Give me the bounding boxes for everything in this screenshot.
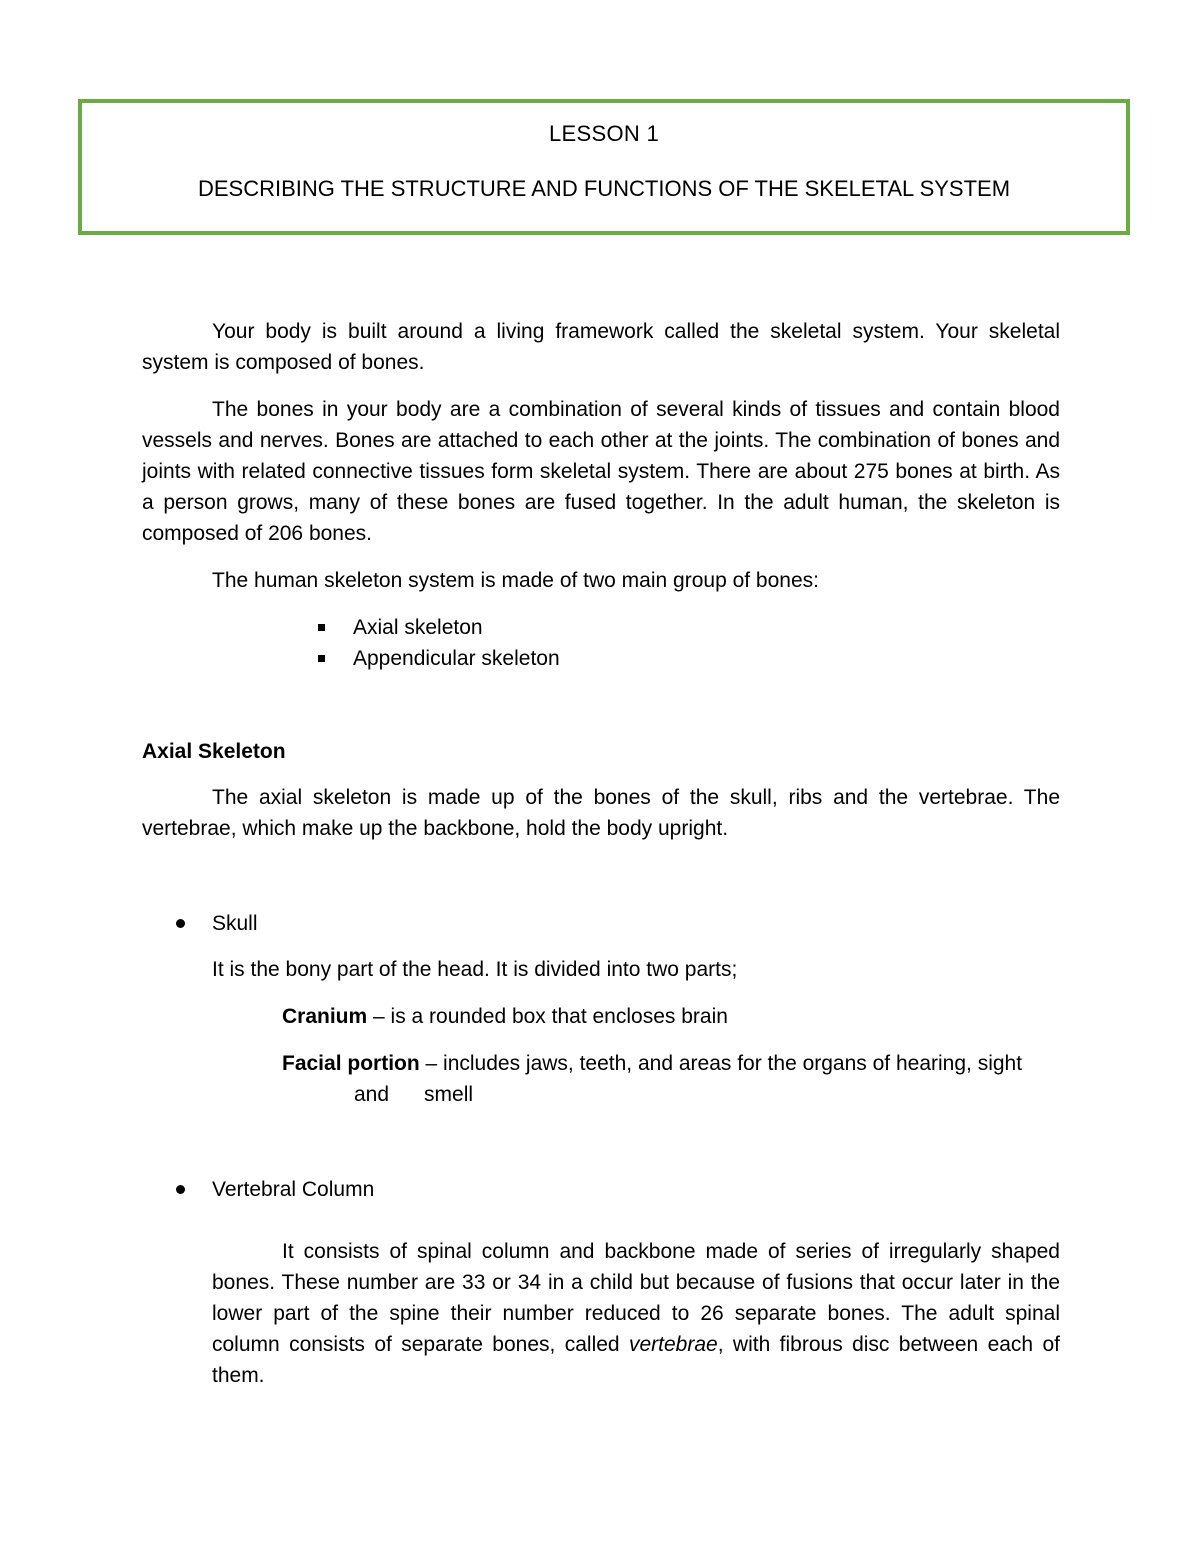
axial-paragraph: The axial skeleton is made up of the bones of the skull, ribs and the vertebrae. The vertebrae, which make up the backbone, hold the body upright. [142,786,1060,840]
vertebral-paragraph [212,1236,1060,1391]
facial-portion-continuation: and smell [354,1083,474,1106]
intro-paragraph-1: Your body is built around a living framework called the skeletal system. Your skeletal system is composed of bones. [142,320,1060,374]
vertebral-column-label: Vertebral Column [212,1178,375,1201]
square-bullet-icon [318,655,325,662]
intro-paragraph-2: The bones in your body are a combination of several kinds of tissues and contain blood vessels and nerves. Bones are attached to each other at the joints. The combination of bones and joints with related connective tissues form skeletal system. There are about 275 bones at birth. As a person grows, many of these bones are fused together. In the adult human, the skeleton is composed of 206 bones. [142,398,1060,545]
skull-description: It is the bony part of the head. It is divided into two parts; [212,958,738,981]
cranium-definition [282,1001,1060,1032]
facial-portion-term: Facial portion [282,1052,420,1075]
vertebral-text-before: It consists of spinal column and backbone made of series of irregularly shaped bones. These number are 33 or 34 in a child but because of fusions that occur later in the lower part of the spine their number reduced to 26 separate bones. The adult spinal column consists of separate bones, called [212,1240,1060,1356]
section-heading-axial: Axial Skeleton [142,740,286,763]
vertebral-text-after: , with fibrous disc between each of them. [212,1333,1061,1387]
cranium-term: Cranium [282,1005,368,1028]
intro-paragraph-3: The human skeleton system is made of two main group of bones: [212,569,819,592]
list-item-label: Axial skeleton [353,616,483,639]
facial-portion-definition [282,1048,1060,1079]
skull-label: Skull [212,912,258,935]
lesson-title: DESCRIBING THE STRUCTURE AND FUNCTIONS OF THE SKELETAL SYSTEM [197,176,1011,201]
vertebrae-term: vertebrae [629,1333,718,1356]
round-bullet-icon [176,919,185,928]
square-bullet-icon [318,624,325,631]
cranium-text: – is a rounded box that encloses brain [367,1005,728,1028]
lesson-number: LESSON 1 [548,121,659,146]
facial-portion-text: – includes jaws, teeth, and areas for the organs of hearing, sight [419,1052,1023,1075]
round-bullet-icon [176,1185,185,1194]
lesson-title-box [78,99,1130,235]
list-item-label: Appendicular skeleton [353,647,560,670]
